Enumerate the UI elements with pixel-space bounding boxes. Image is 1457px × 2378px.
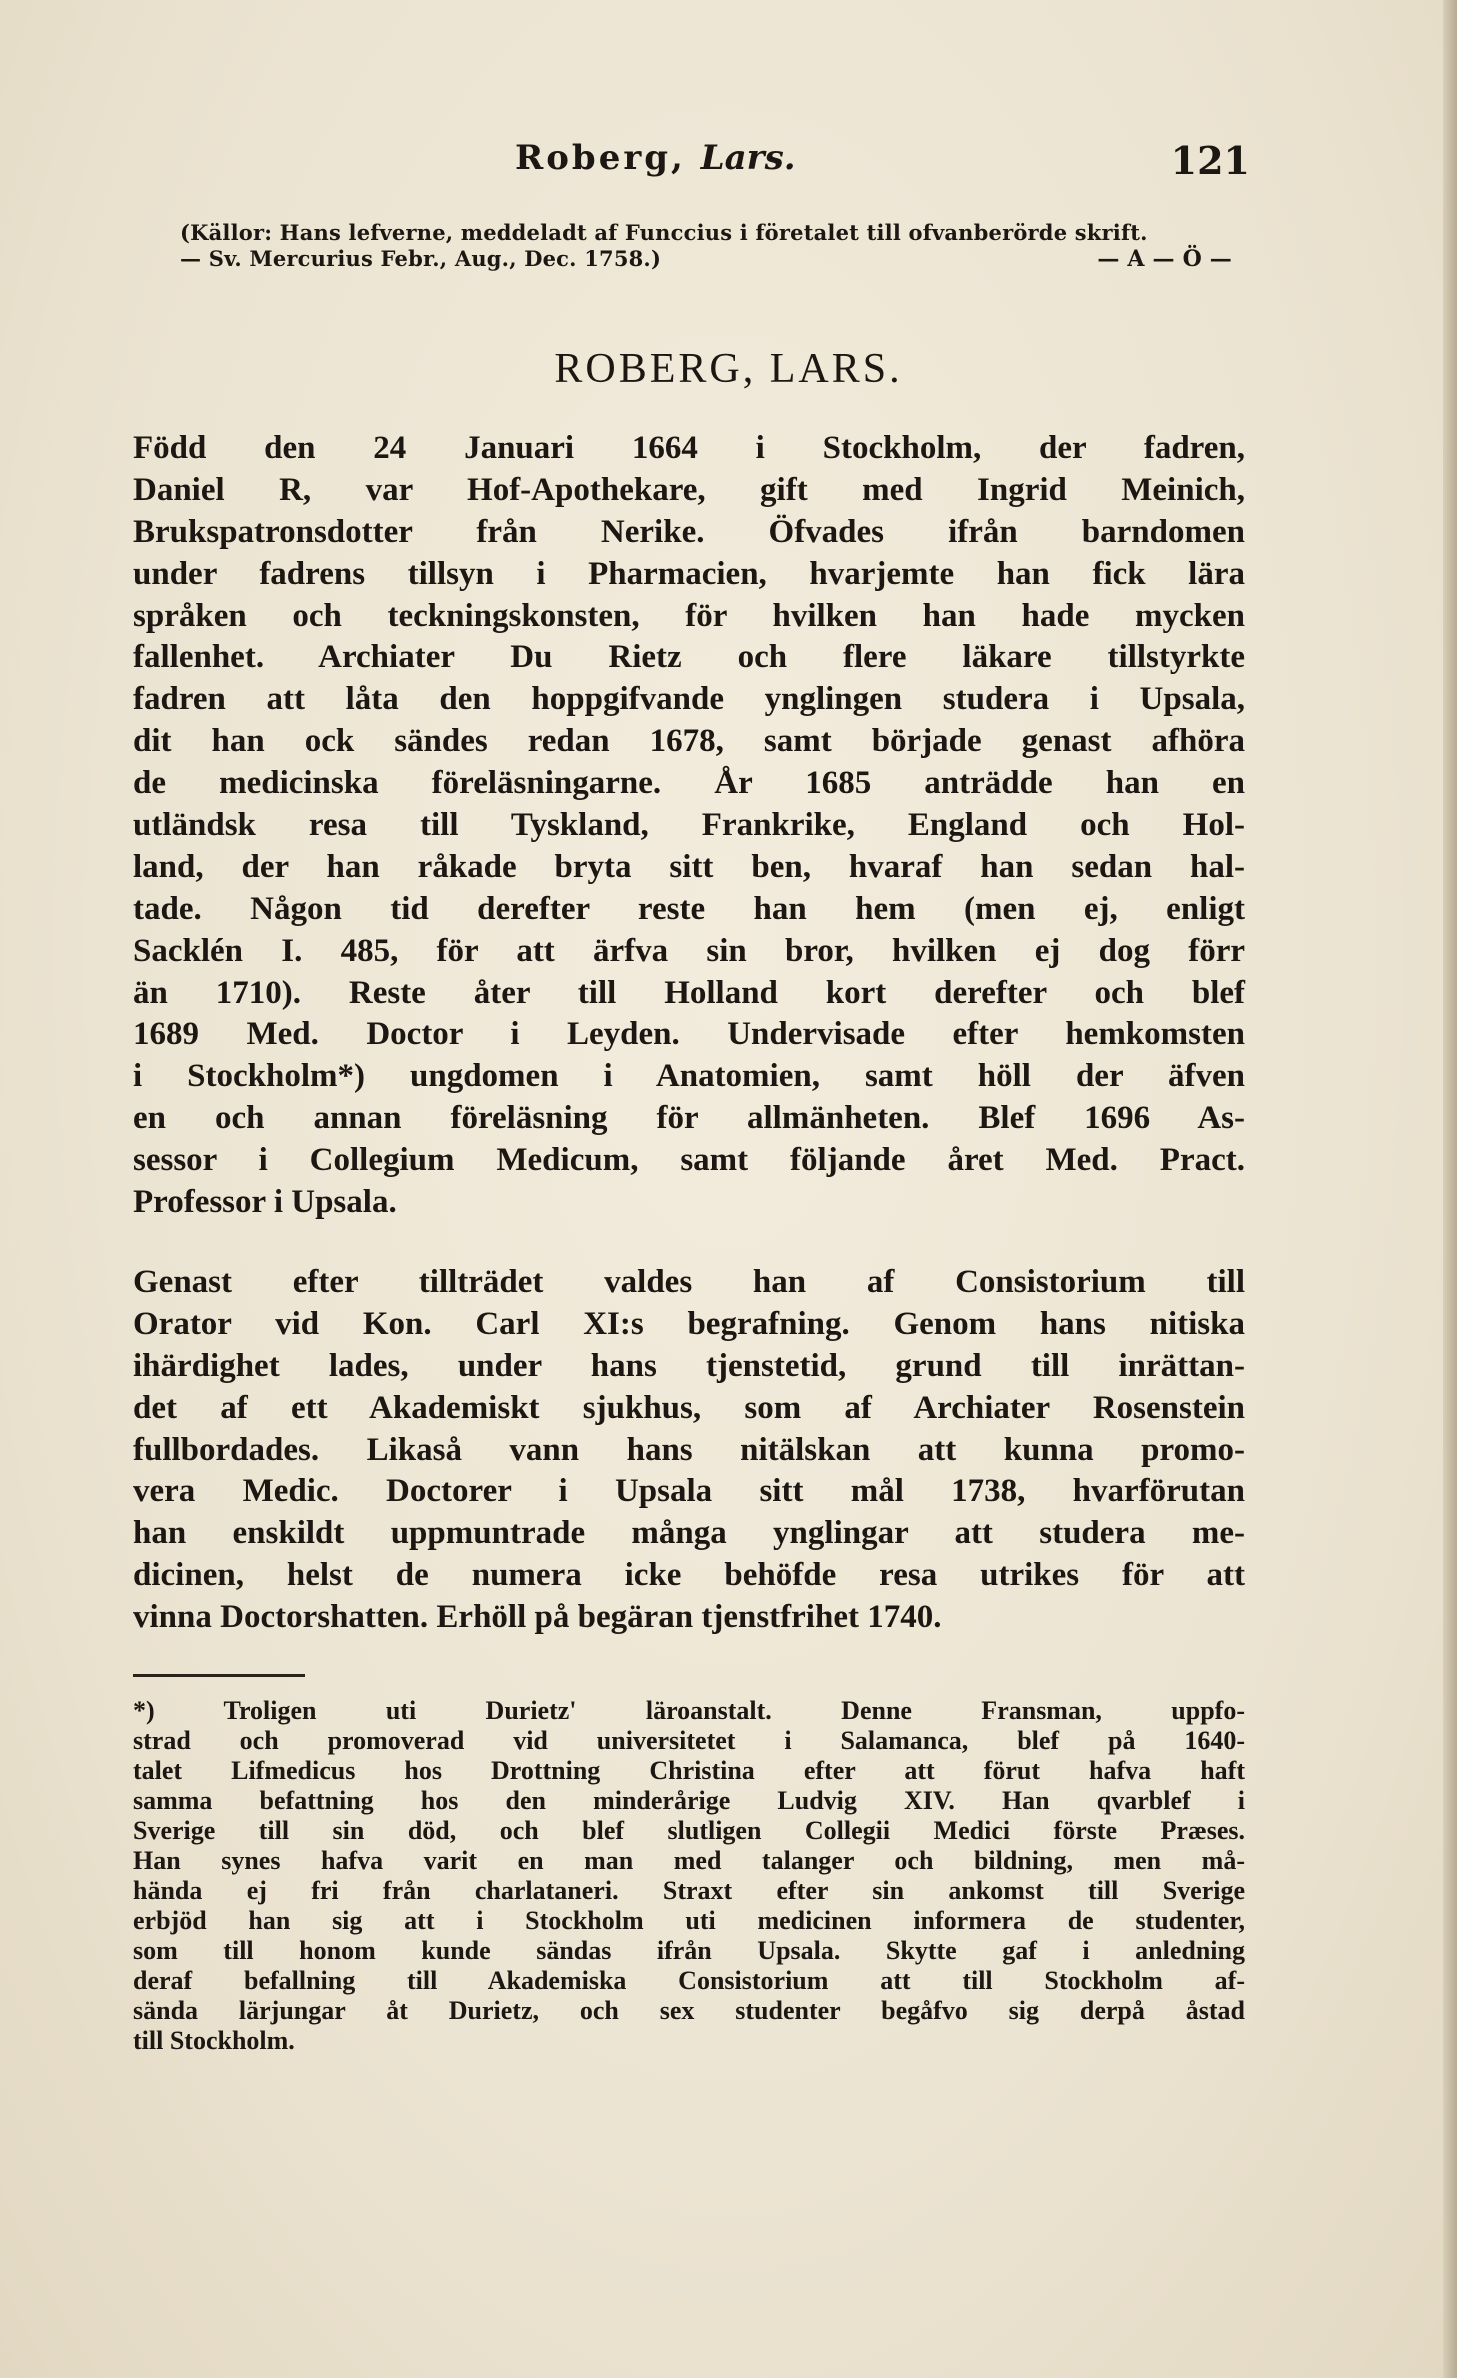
running-head-name [515,138,796,178]
text-line: 1689 Med. Doctor i Leyden. Undervisade efter hemkomsten [133,1016,1245,1053]
source-note-line: (Källor: Hans lefverne, meddeladt af Funccius i företalet till ofvanberörde skrift. [180,220,1148,245]
footnote-line: erbjöd han sig att i Stockholm uti medicinen informera de studenter, [133,1906,1245,1935]
entry-heading: ROBERG, LARS. [554,346,903,392]
source-note-line: — Sv. Mercurius Febr., Aug., Dec. 1758.) [180,246,662,271]
text-line: ihärdighet lades, under hans tjenstetid, grund till inrättan- [133,1347,1245,1384]
footnote-line: hända ej fri från charlataneri. Straxt efter sin ankomst till Sverige [133,1876,1245,1905]
source-note [180,220,1250,272]
text-line: under fadrens tillsyn i Pharmacien, hvarjemte han fick lära [133,555,1245,592]
text-line: utländsk resa till Tyskland, Frankrike, England och Hol- [133,807,1245,844]
footnote-line: som till honom kunde sändas ifrån Upsala. Skytte gaf i anledning [133,1936,1245,1965]
author-signature: — A — Ö — [1097,246,1232,272]
text-line: han enskildt uppmuntrade många ynglingar att studera me- [133,1515,1245,1552]
running-head-surname: Roberg, [515,138,686,178]
text-line: en och annan föreläsning för allmänheten. Blef 1696 As- [133,1100,1245,1137]
text-line: Född den 24 Januari 1664 i Stockholm, der fadren, [133,430,1245,466]
text-line: land, der han råkade bryta sitt ben, hvaraf han sedan hal- [133,848,1245,885]
text-line: tade. Någon tid derefter reste han hem (men ej, enligt [133,890,1245,927]
footnote-line: samma befattning hos den minderårige Ludvig XIV. Han qvarblef i [133,1786,1245,1815]
footnote-line: talet Lifmedicus hos Drottning Christina efter att förut hafva haft [133,1756,1245,1785]
text-line: vera Medic. Doctorer i Upsala sitt mål 1738, hvarförutan [133,1473,1245,1510]
footnote-line: till Stockholm. [133,2026,295,2055]
text-line: sessor i Collegium Medicum, samt följande året Med. Pract. [133,1142,1245,1179]
text-line: än 1710). Reste åter till Holland kort derefter och blef [133,974,1245,1011]
text-line: de medicinska föreläsningarne. År 1685 anträdde han en [133,765,1245,802]
text-line: Sacklén I. 485, för att ärfva sin bror, hvilken ej dog förr [133,932,1245,969]
text-line: dicinen, helst de numera icke behöfde resa utrikes för att [133,1557,1245,1594]
footnote-line: Han synes hafva varit en man med talanger och bildning, men må- [133,1846,1245,1875]
text-line: dit han ock sändes redan 1678, samt började genast afhöra [133,723,1245,760]
footnote-line: deraf befallning till Akademiska Consistorium att till Stockholm af- [133,1966,1245,1995]
text-line: vinna Doctorshatten. Erhöll på begäran tjenstfrihet 1740. [133,1599,942,1636]
text-line: Brukspatronsdotter från Nerike. Öfvades ifrån barndomen [133,513,1245,550]
text-line: det af ett Akademiskt sjukhus, som af Archiater Rosenstein [133,1389,1245,1426]
text-line: fadren att låta den hoppgifvande ynglingen studera i Upsala, [133,681,1245,718]
text-line: Orator vid Kon. Carl XI:s begrafning. Genom hans nitiska [133,1305,1245,1342]
text-line: språken och teckningskonsten, för hvilken han hade mycken [133,597,1245,634]
running-head [0,138,1457,188]
page-number: 121 [1170,138,1250,183]
footnote-line: sända lärjungar åt Durietz, och sex studenter begåfvo sig derpå åstad [133,1996,1245,2025]
running-head-firstname: Lars. [700,138,796,178]
text-line: i Stockholm*) ungdomen i Anatomien, samt höll der äfven [133,1058,1245,1095]
text-line: Genast efter tillträdet valdes han af Consistorium till [133,1264,1245,1300]
paragraph-1 [133,428,1245,1224]
text-line: fallenhet. Archiater Du Rietz och flere läkare tillstyrkte [133,639,1245,676]
text-line: Professor i Upsala. [133,1184,397,1221]
paragraph-2 [133,1262,1245,1639]
footnote-line: *) Troligen uti Durietz' läroanstalt. Denne Fransman, uppfo- [133,1696,1245,1725]
footnote [133,1696,1245,2056]
text-line: Daniel R, var Hof-Apothekare, gift med Ingrid Meinich, [133,471,1245,508]
footnote-line: Sverige till sin död, och blef slutligen Collegii Medici förste Præses. [133,1816,1245,1845]
footnote-line: strad och promoverad vid universitetet i Salamanca, blef på 1640- [133,1726,1245,1755]
text-line: fullbordades. Likaså vann hans nitälskan att kunna promo- [133,1431,1245,1468]
footnote-divider [133,1674,305,1677]
